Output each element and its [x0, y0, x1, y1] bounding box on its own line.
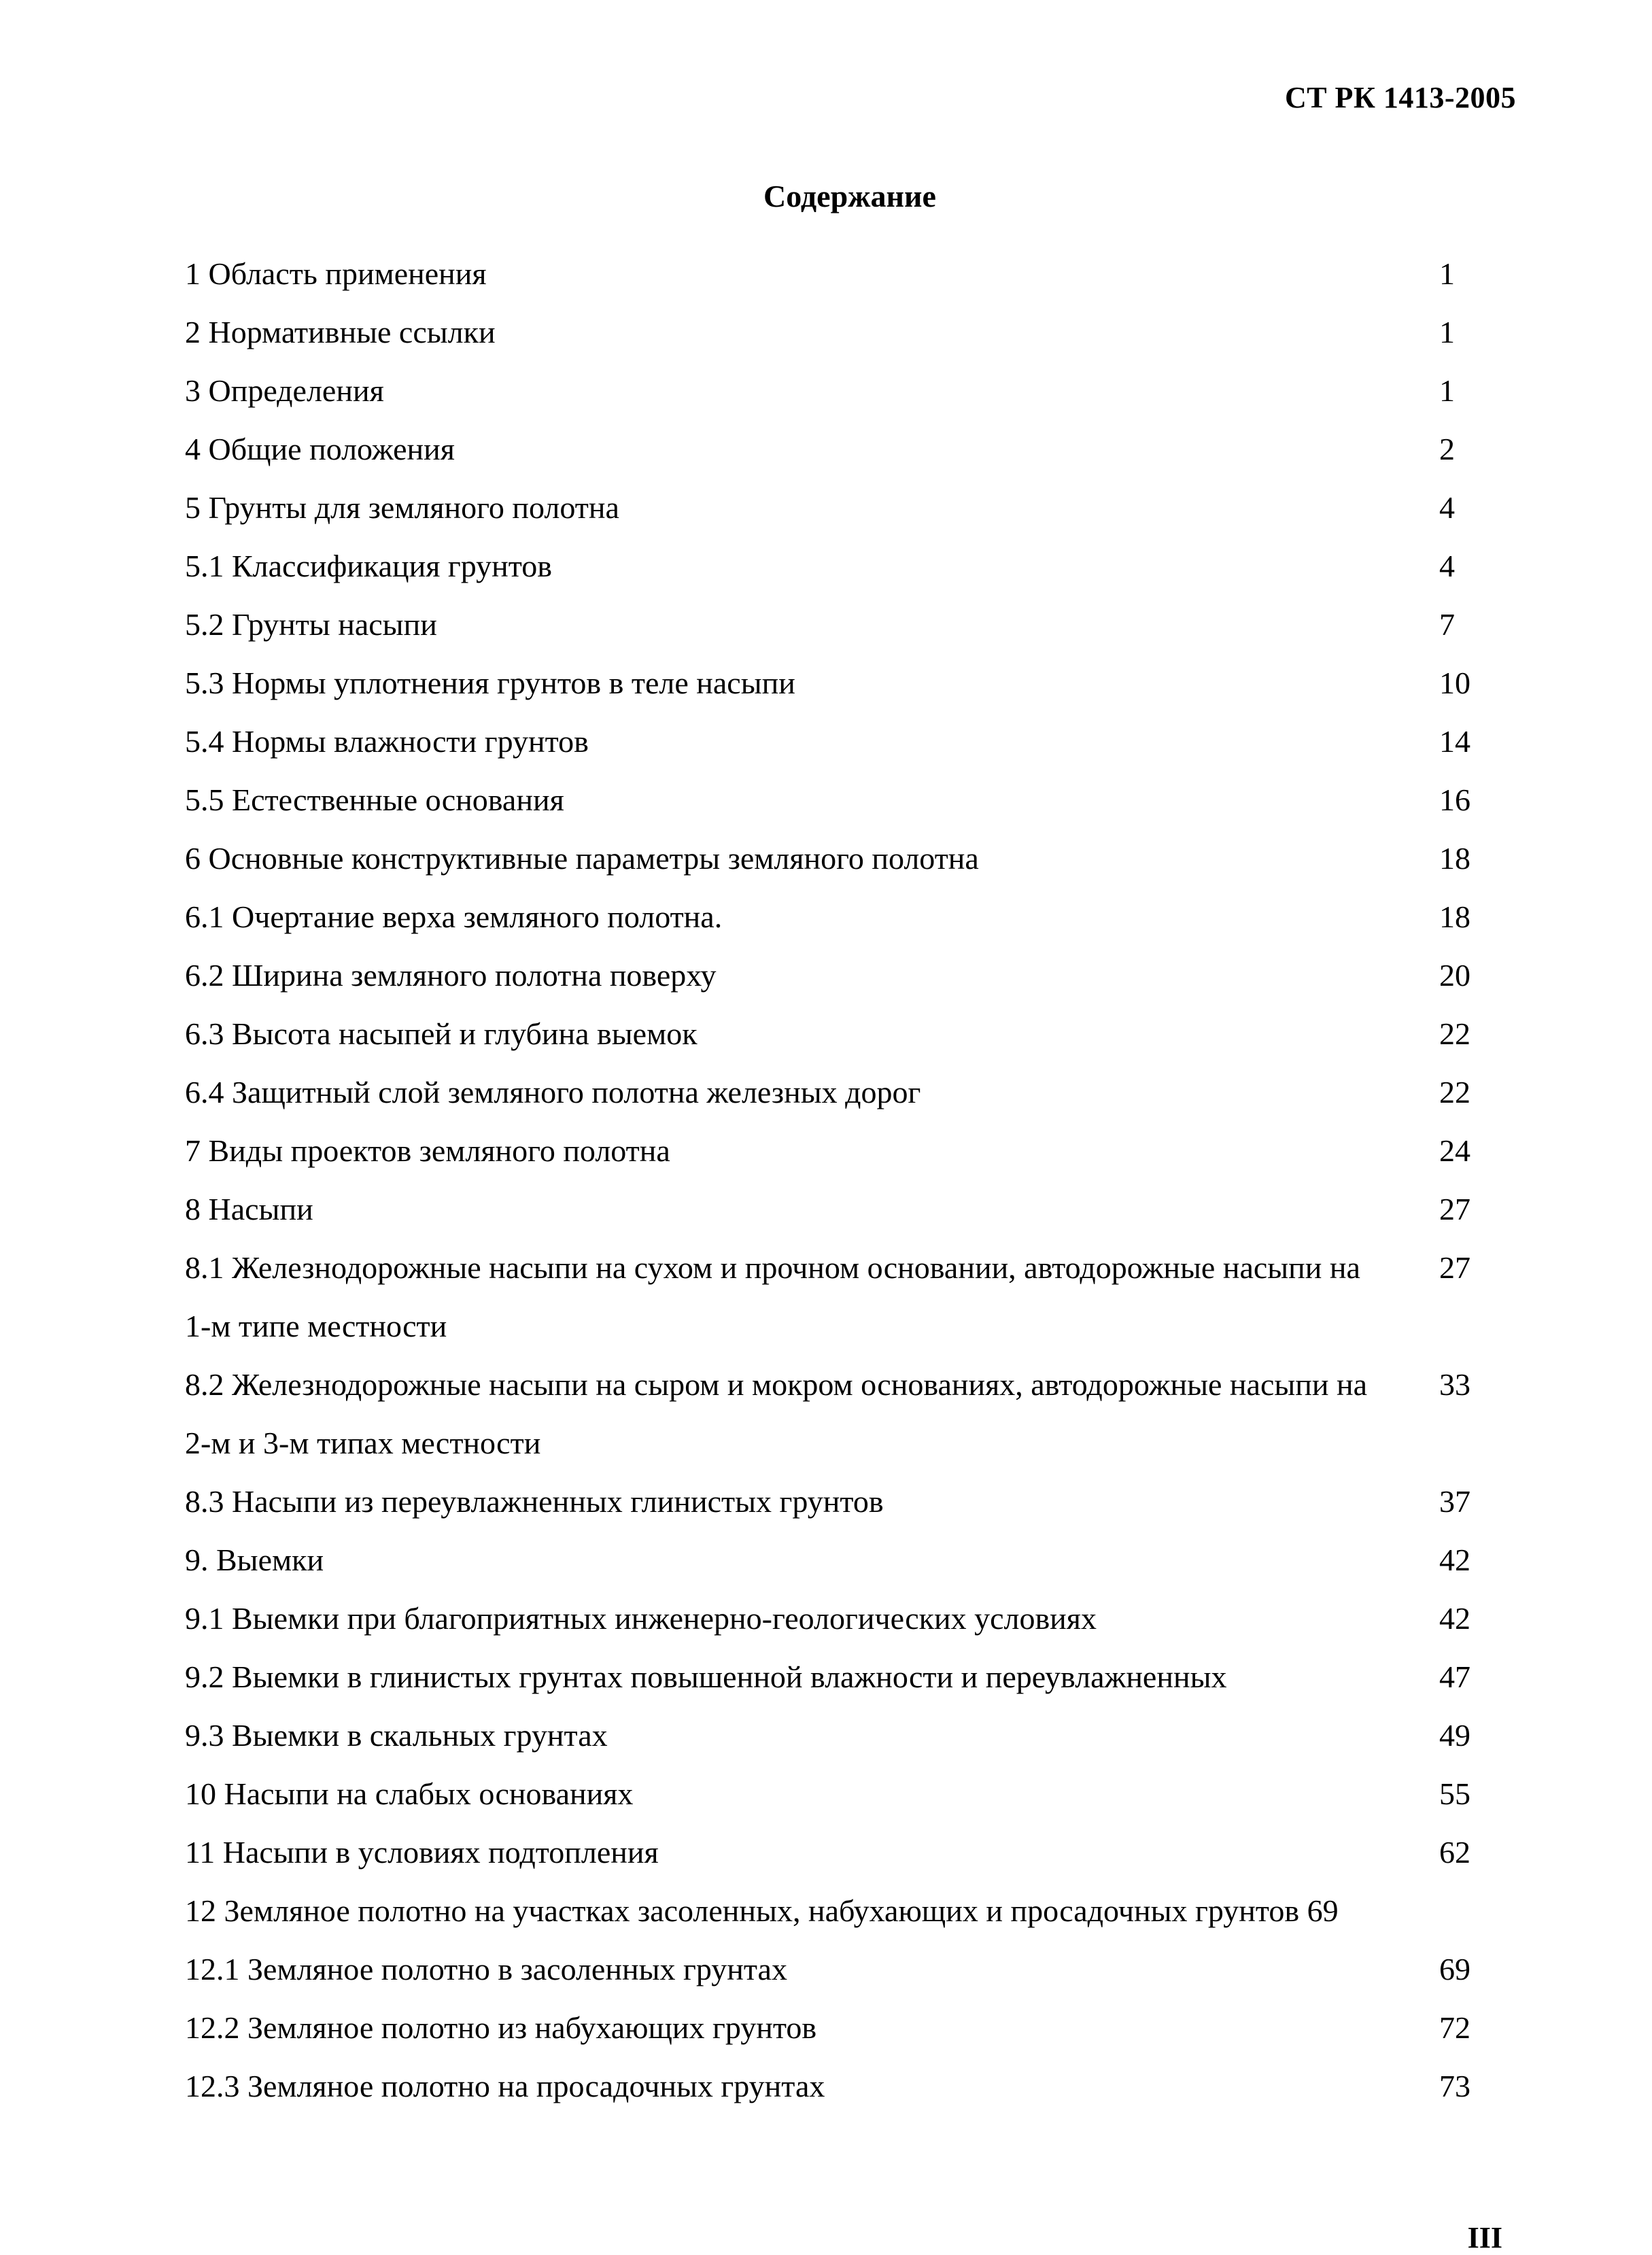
toc-entry-page: 73: [1439, 2069, 1470, 2103]
toc-entry-page: 24: [1439, 1133, 1470, 1168]
document-code: СТ РК 1413-2005: [1284, 81, 1516, 114]
toc-entry-page: 72: [1439, 2010, 1470, 2045]
toc-entry-text: 12 Земляное полотно на участках засоленных, набухающих и просадочных грунтов 69: [185, 1893, 1339, 1928]
toc-entry-text: 5.2 Грунты насыпи: [185, 607, 437, 642]
toc-entry[interactable]: [185, 1252, 1477, 1369]
toc-entry-text: 12.3 Земляное полотно на просадочных грунтах: [185, 2069, 825, 2103]
toc-entry-text: 9. Выемки: [185, 1543, 324, 1577]
toc-entry-text: 2 Нормативные ссылки: [185, 315, 496, 349]
toc-entry-text: 8.3 Насыпи из переувлажненных глинистых грунтов: [185, 1484, 884, 1519]
toc-entry-text: 6.2 Ширина земляного полотна поверху: [185, 958, 717, 993]
toc-entry-page: 27: [1439, 1192, 1470, 1226]
toc-entry-text: 12.2 Земляное полотно из набухающих грунтов: [185, 2010, 817, 2045]
toc-entry-page: 55: [1439, 1776, 1470, 1811]
toc-entry-text: 10 Насыпи на слабых основаниях: [185, 1776, 634, 1811]
toc-entry-text: 8 Насыпи: [185, 1192, 313, 1226]
toc-entry-page: 4: [1439, 490, 1455, 525]
toc-entry[interactable]: [185, 2071, 1477, 2129]
toc-entry-text: 5.4 Нормы влажности грунтов: [185, 724, 589, 759]
toc-entry-page: 14: [1439, 724, 1470, 759]
toc-entry-text: 5.1 Классификация грунтов: [185, 549, 552, 583]
toc-entry-page: 33: [1439, 1367, 1470, 1402]
toc-entry-page: 1: [1439, 256, 1455, 291]
toc-entry-page: 20: [1439, 958, 1470, 993]
toc-entry-text: 5 Грунты для земляного полотна: [185, 490, 619, 525]
toc-entry-page: 1: [1439, 373, 1455, 408]
toc-entry-page: 16: [1439, 782, 1470, 817]
toc-entry[interactable]: [185, 1369, 1477, 1486]
toc-entry-page: 10: [1439, 666, 1470, 700]
page-number: III: [1467, 2221, 1502, 2254]
toc-entry-page: 7: [1439, 607, 1455, 642]
toc-entry-text: 8.2 Железнодорожные насыпи на сыром и мокром основаниях, автодорожные насыпи на 2-м и 3-м типах местности: [185, 1367, 1368, 1460]
toc-entry-text: 6.3 Высота насыпей и глубина выемок: [185, 1016, 698, 1051]
toc-entry-page: 27: [1439, 1250, 1470, 1285]
toc-entry-page: 18: [1439, 899, 1470, 934]
toc-entry-text: 8.1 Железнодорожные насыпи на сухом и прочном основании, автодорожные насыпи на 1-м типе местности: [185, 1250, 1360, 1343]
toc-entry-text: 9.3 Выемки в скальных грунтах: [185, 1718, 608, 1753]
toc-entry-text: 1 Область применения: [185, 256, 487, 291]
toc-entry-page: 69: [1439, 1952, 1470, 1986]
toc-entry-text: 7 Виды проектов земляного полотна: [185, 1133, 670, 1168]
toc-entry-page: 62: [1439, 1835, 1470, 1870]
toc-entry-text: 4 Общие положения: [185, 432, 455, 466]
toc-entry-text: 6 Основные конструктивные параметры земляного полотна: [185, 841, 979, 876]
table-of-contents: [185, 258, 1477, 2129]
toc-entry-text: 12.1 Земляное полотно в засоленных грунтах: [185, 1952, 787, 1986]
toc-entry-text: 6.4 Защитный слой земляного полотна железных дорог: [185, 1075, 921, 1109]
toc-entry-page: 42: [1439, 1601, 1470, 1636]
toc-entry-text: 3 Определения: [185, 373, 384, 408]
toc-entry-page: 47: [1439, 1659, 1470, 1694]
toc-entry-page: 22: [1439, 1075, 1470, 1109]
toc-entry-text: 9.2 Выемки в глинистых грунтах повышенной влажности и переувлажненных: [185, 1659, 1227, 1694]
toc-entry-page: 18: [1439, 841, 1470, 876]
toc-entry-page: 2: [1439, 432, 1455, 466]
toc-entry-text: 5.3 Нормы уплотнения грунтов в теле насыпи: [185, 666, 795, 700]
toc-entry-page: 42: [1439, 1543, 1470, 1577]
toc-entry-text: 5.5 Естественные основания: [185, 782, 564, 817]
toc-entry-page: 37: [1439, 1484, 1470, 1519]
toc-entry-text: 9.1 Выемки при благоприятных инженерно-геологических условиях: [185, 1601, 1097, 1636]
toc-entry-page: 22: [1439, 1016, 1470, 1051]
toc-entry-text: 6.1 Очертание верха земляного полотна.: [185, 899, 723, 934]
toc-entry-page: 1: [1439, 315, 1455, 349]
toc-entry-page: 4: [1439, 549, 1455, 583]
toc-entry-text: 11 Насыпи в условиях подтопления: [185, 1835, 659, 1870]
toc-entry-page: 49: [1439, 1718, 1470, 1753]
toc-title: Содержание: [763, 179, 936, 213]
